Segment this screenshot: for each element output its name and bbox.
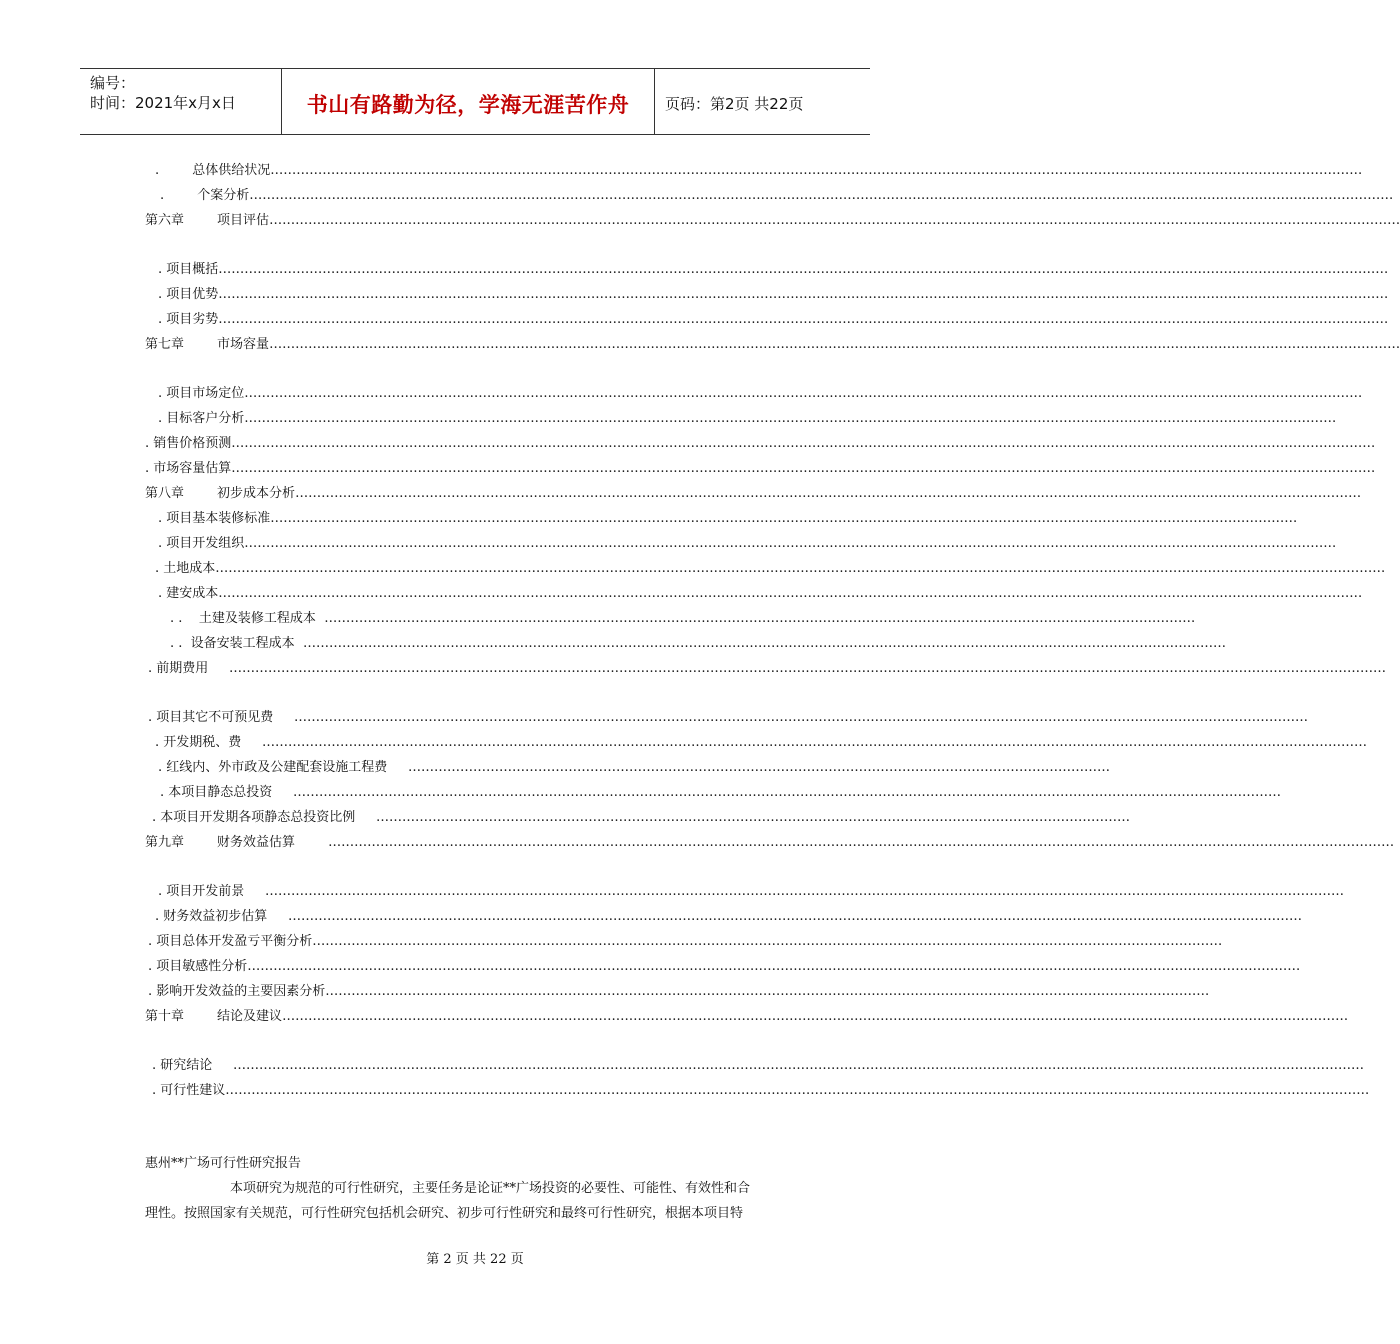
toc-dot-leader: …………………………………………………………………………………………………………………………………………………………………………………………………………………………………………	[231, 461, 1376, 476]
toc-dot-leader: …………………………………………………………………………………………………………………………………………………………………………………………………………………………………………	[218, 586, 1363, 601]
toc-entry-label: . 项目总体开发盈亏平衡分析	[148, 934, 313, 949]
toc-entry	[152, 810, 1130, 826]
toc-dot-leader: …………………………………………………………………………………………………………………………………………………………………………………………………………………………………………	[249, 188, 1394, 203]
toc-dot-leader: ………………………………………………………………………………………………………………………………………………………………………………………………………………………………………………	[218, 262, 1389, 277]
toc-entry	[148, 661, 1386, 677]
toc-entry-label: . 项目开发组织	[158, 536, 245, 551]
toc-entry-label: . 销售价格预测	[145, 436, 232, 451]
toc-entry-label: . 项目其它不可预见费	[148, 710, 294, 725]
toc-entry	[160, 785, 1281, 801]
toc-entry	[158, 262, 1389, 278]
toc-entry-label: . 财务效益初步估算	[155, 909, 288, 924]
toc-entry-label: . 建安成本	[158, 586, 219, 601]
toc-entry	[158, 386, 1363, 402]
toc-entry	[158, 312, 1389, 328]
toc-entry-label: . . 设备安装工程成本	[170, 636, 303, 651]
toc-entry-label: . 市场容量估算	[145, 461, 232, 476]
header-page-info: 页码：第2页 共22页	[665, 95, 804, 113]
document-number-label: 编号：	[90, 74, 136, 92]
toc-entry	[158, 586, 1363, 602]
toc-entry-label: . 项目开发前景	[158, 884, 265, 899]
body-paragraph: 本项研究为规范的可行性研究，主要任务是论证**广场投资的必要性、可能性、有效性和合	[230, 1181, 751, 1196]
toc-entry-label: . 项目市场定位	[158, 386, 245, 401]
toc-entry	[148, 710, 1308, 726]
toc-dot-leader: ………………………………………………………………………………………………………………………………………………………………………………………………………………………………………	[269, 337, 1400, 352]
toc-dot-leader: ………………………………………………………………………………………………………………………………………………………………………………………………………………………………	[244, 411, 1337, 426]
toc-entry-label: . 本项目开发期各项静态总投资比例	[152, 810, 376, 825]
toc-entry-label: 第六章 项目评估	[145, 213, 270, 228]
toc-dot-leader: …………………………………………………………………………………………………………………………………………………………………………………………………………………………………………	[231, 436, 1376, 451]
toc-entry	[145, 835, 1395, 851]
toc-entry-label: . 项目优势	[158, 287, 219, 302]
toc-entry	[145, 213, 1400, 229]
page-header	[80, 68, 870, 135]
toc-dot-leader: …………………………………………………………………………………………………………………………………………………………………………………	[324, 611, 1196, 626]
toc-dot-leader: …………………………………………………………………………………………………………………………………………………………	[375, 810, 1130, 825]
toc-dot-leader: …………………………………………………………………………………………………………………………………………………………………………………………………………………………	[328, 835, 1395, 850]
toc-entry-label: . 本项目静态总投资	[160, 785, 293, 800]
toc-dot-leader: ……………………………………………………………………………………………………………………………………………………………………………………………………………………………………………	[228, 661, 1386, 676]
toc-entry-label: 第八章 初步成本分析	[145, 486, 296, 501]
toc-dot-leader: …………………………………………………………………………………………………………………………………………………………………………………………………………………………………………	[225, 1083, 1370, 1098]
toc-entry	[158, 536, 1337, 552]
toc-dot-leader: ………………………………………………………………………………………………………………………………………………………………………………………………………………………………………	[269, 213, 1400, 228]
toc-dot-leader: …………………………………………………………………………………………………………………………………………………………………………………………………………………………	[295, 486, 1362, 501]
toc-entry	[155, 735, 1367, 751]
toc-entry-label: . 影响开发效益的主要因素分析	[148, 984, 326, 999]
toc-entry	[158, 411, 1337, 427]
toc-dot-leader: ……………………………………………………………………………………………………………………………………………………………………………………………………………………………………	[244, 386, 1363, 401]
toc-entry	[148, 959, 1301, 975]
toc-entry-label: 第七章 市场容量	[145, 337, 270, 352]
toc-entry-label: . 项目敏感性分析	[148, 959, 248, 974]
toc-entry-label: . 项目劣势	[158, 312, 219, 327]
toc-entry	[145, 486, 1362, 502]
toc-entry-label: 第九章 财务效益估算	[145, 835, 329, 850]
toc-dot-leader: …………………………………………………………………………………………………………………………………………………………………………………………………………………………………	[261, 735, 1367, 750]
toc-dot-leader: …………………………………………………………………………………………………………………………………………………………………………………………………………………………	[282, 1009, 1349, 1024]
toc-dot-leader: ………………………………………………………………………………………………………………………………………………………………………………………………………………………………………………	[218, 287, 1389, 302]
toc-entry-label: . 个案分析	[160, 188, 250, 203]
toc-entry-label: . . 土建及装修工程成本	[170, 611, 325, 626]
toc-dot-leader: ………………………………………………………………………………………………………………………………………………………………………………………………………………………………………………	[215, 561, 1386, 576]
toc-entry	[170, 636, 1226, 652]
toc-entry	[145, 461, 1376, 477]
toc-entry	[158, 511, 1298, 527]
toc-entry	[145, 436, 1376, 452]
toc-entry	[158, 287, 1389, 303]
body-paragraph: 理性。按照国家有关规范，可行性研究包括机会研究、初步可行性研究和最终可行性研究，根据本项目特	[145, 1206, 744, 1221]
toc-entry	[158, 884, 1344, 900]
toc-dot-leader: …………………………………………………………………………………………………………………………………………………………………………………………………………………	[270, 511, 1298, 526]
toc-dot-leader: ………………………………………………………………………………………………………………………………………………………………………………………………………………………………………	[232, 1058, 1364, 1073]
header-meta	[90, 73, 236, 113]
toc-entry	[160, 188, 1394, 204]
toc-entry	[148, 934, 1223, 950]
toc-entry-label: . 总体供给状况	[155, 163, 271, 178]
toc-dot-leader: ………………………………………………………………………………………………………………………………………………………………………………………………………………………………………………	[218, 312, 1389, 327]
toc-entry-label: . 研究结论	[152, 1058, 233, 1073]
toc-dot-leader: ………………………………………………………………………………………………………………………………………………………………………………………………………………………	[247, 959, 1301, 974]
toc-dot-leader: ……………………………………………………………………………………………………………………………………………………………………………………………………………………………	[264, 884, 1344, 899]
toc-entry	[155, 163, 1363, 179]
toc-entry	[152, 1058, 1364, 1074]
toc-entry	[155, 561, 1386, 577]
toc-dot-leader: ………………………………………………………………………………………………………………………………………………………………………………………………………………………………	[244, 536, 1337, 551]
toc-dot-leader: …………………………………………………………………………………………………………………………………………………………………………………………………………	[292, 785, 1281, 800]
header-motto: 书山有路勤为径，学海无涯苦作舟	[306, 93, 630, 117]
toc-dot-leader: ……………………………………………………………………………………………………………………………………………………………………………………………	[302, 636, 1226, 651]
toc-dot-leader: ……………………………………………………………………………………………………………………………………………………………………………………	[325, 984, 1210, 999]
header-divider	[654, 69, 655, 135]
toc-dot-leader: ………………………………………………………………………………………………………………………………………………………………………………………………………………………………	[270, 163, 1363, 178]
document-time: 时间：2021年x月x日	[90, 94, 236, 112]
toc-entry	[155, 909, 1302, 925]
toc-entry-label: . 红线内、外市政及公建配套设施工程费	[158, 760, 408, 775]
report-title: 惠州**广场可行性研究报告	[145, 1156, 302, 1171]
toc-dot-leader: …………………………………………………………………………………………………………………………………………………………………………………………	[312, 934, 1223, 949]
toc-entry	[145, 337, 1400, 353]
toc-entry	[158, 760, 1110, 776]
toc-entry-label: . 可行性建议	[152, 1083, 226, 1098]
toc-entry-label: . 土地成本	[155, 561, 216, 576]
toc-entry	[170, 611, 1196, 627]
toc-entry-label: . 项目基本装修标准	[158, 511, 271, 526]
toc-entry	[148, 984, 1210, 1000]
toc-entry	[145, 1009, 1349, 1025]
page-footer: 第 2 页 共 22 页	[426, 1252, 524, 1267]
toc-entry-label: . 项目概括	[158, 262, 219, 277]
toc-entry-label: . 目标客户分析	[158, 411, 245, 426]
toc-entry-label: . 开发期税、费	[155, 735, 262, 750]
toc-dot-leader: ………………………………………………………………………………………………………………………………………………	[407, 760, 1110, 775]
toc-dot-leader: ………………………………………………………………………………………………………………………………………………………………………………………………………………	[287, 909, 1302, 924]
toc-dot-leader: ………………………………………………………………………………………………………………………………………………………………………………………………………………	[293, 710, 1308, 725]
toc-entry	[152, 1083, 1370, 1099]
toc-entry-label: 第十章 结论及建议	[145, 1009, 283, 1024]
toc-entry-label: . 前期费用	[148, 661, 229, 676]
